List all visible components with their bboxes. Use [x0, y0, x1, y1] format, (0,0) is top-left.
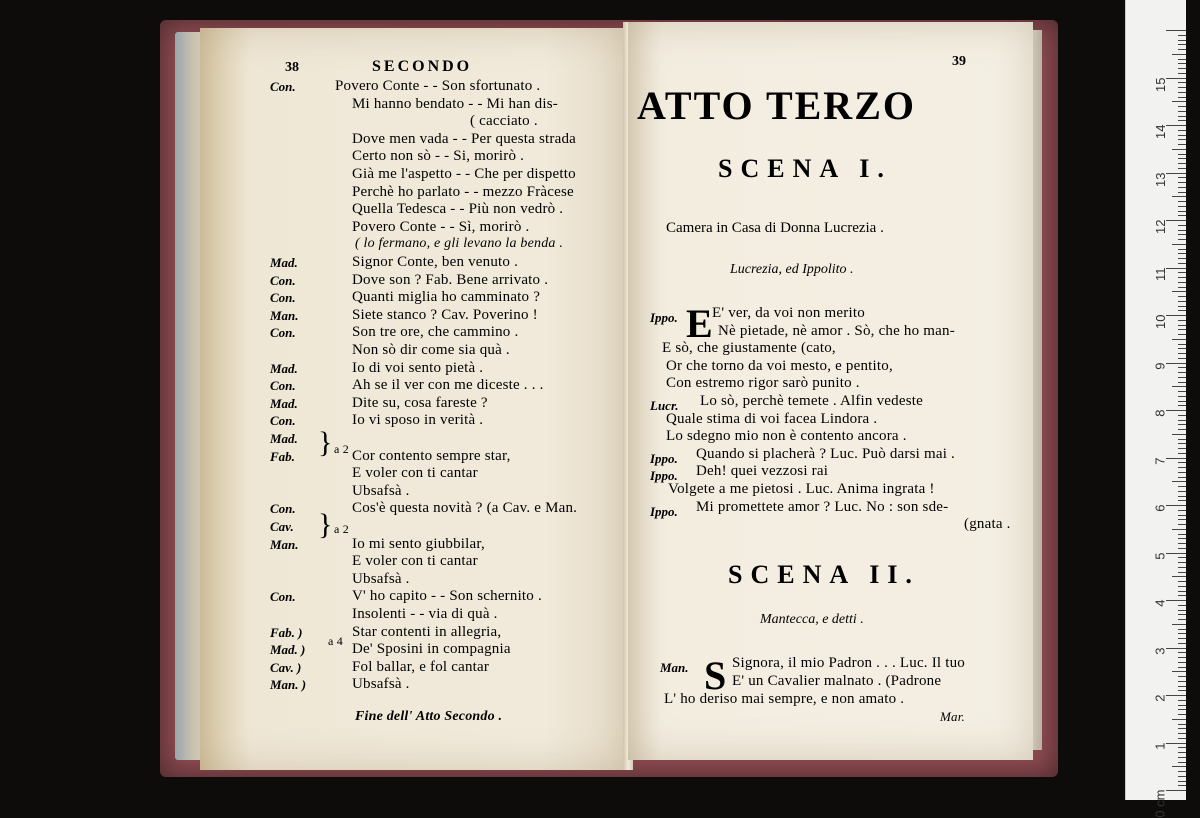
verse-line: Volgete a me pietosi . Luc. Anima ingrata ! — [668, 481, 935, 497]
ruler-tick — [1178, 652, 1186, 653]
speaker-label: Ippo. — [650, 310, 678, 325]
ruler-tick — [1178, 68, 1186, 69]
ruler-tick — [1178, 738, 1186, 739]
verse-line: Deh! quei vezzosi rai — [696, 463, 829, 480]
verse-line: Quando si placherà ? Luc. Può darsi mai . — [696, 445, 955, 462]
ruler-tick — [1178, 334, 1186, 335]
verse-line: Nè pietade, nè amor . Sò, che ho man- — [718, 322, 955, 339]
speaker-label: Cav. ) — [270, 659, 302, 675]
ruler-tick — [1172, 54, 1186, 55]
ruler-tick — [1178, 705, 1186, 706]
ruler-tick — [1178, 116, 1186, 117]
drop-cap-s: S — [704, 653, 727, 698]
verse-line: Insolenti - - via di quà . — [352, 606, 498, 622]
ruler-tick — [1166, 30, 1186, 31]
ruler-tick — [1178, 586, 1186, 587]
verse-line: E sò, che giustamente (cato, — [662, 340, 836, 357]
ruler-tick — [1166, 125, 1186, 126]
ruler-tick — [1178, 182, 1186, 183]
speaker-label: Man. — [660, 660, 689, 675]
ruler-tick — [1178, 548, 1186, 549]
ruler-tick — [1178, 49, 1186, 50]
ruler-tick — [1178, 301, 1186, 302]
ruler-tick — [1178, 676, 1186, 677]
ruler-tick — [1178, 500, 1186, 501]
verse-line: Già me l'aspetto - - Che per dispetto — [352, 166, 576, 182]
ruler-tick — [1178, 44, 1186, 45]
ruler-tick — [1178, 453, 1186, 454]
ruler-number: 10 — [1152, 314, 1168, 329]
scene-2-heading: SCENA II. — [728, 560, 920, 589]
verse-line: Quanti miglia ho camminato ? — [352, 289, 541, 306]
verse-line: Ubsafsà . — [352, 482, 410, 499]
ruler-tick — [1178, 467, 1186, 468]
verse-line: Povero Conte - - Son sfortunato . — [335, 78, 541, 94]
ruler-tick — [1178, 320, 1186, 321]
ruler-tick — [1172, 434, 1186, 435]
ruler-tick — [1178, 106, 1186, 107]
ruler-number: 8 — [1152, 409, 1168, 417]
ruler-tick — [1178, 538, 1186, 539]
ruler-tick — [1178, 534, 1186, 535]
drop-cap-e: E — [686, 301, 713, 346]
ruler-tick — [1178, 443, 1186, 444]
ruler-tick — [1178, 35, 1186, 36]
ruler-tick — [1178, 63, 1186, 64]
speaker-label: Ippo. — [650, 503, 678, 519]
ruler-tick — [1178, 405, 1186, 406]
ruler-tick — [1166, 648, 1186, 649]
ruler-tick — [1172, 624, 1186, 625]
ruler-tick — [1178, 73, 1186, 74]
ruler-tick — [1178, 163, 1186, 164]
ruler-number: 3 — [1152, 647, 1168, 655]
speaker-label: Lucr. — [650, 398, 679, 413]
quartet-marker: a 4 — [328, 634, 343, 648]
ruler-tick — [1178, 690, 1186, 691]
ruler-number: 13 — [1152, 172, 1168, 187]
verse-line: E voler con ti cantar — [352, 553, 478, 570]
ruler-tick — [1166, 553, 1186, 554]
ruler-tick — [1178, 709, 1186, 710]
verse-line: Ubsafsà . — [352, 570, 410, 587]
ruler-tick — [1178, 591, 1186, 592]
running-header: SECONDO — [372, 58, 473, 75]
speaker-label: Con. — [270, 589, 296, 605]
ruler-tick — [1178, 258, 1186, 259]
ruler-tick — [1178, 491, 1186, 492]
brace-duet-1: } — [318, 426, 333, 459]
ruler-tick — [1178, 448, 1186, 449]
ruler-tick — [1172, 244, 1186, 245]
ruler-tick — [1172, 386, 1186, 387]
ruler-tick — [1178, 401, 1186, 402]
ruler-number: 14 — [1152, 124, 1168, 139]
ruler-tick — [1178, 477, 1186, 478]
ruler-tick — [1172, 671, 1186, 672]
ruler-tick — [1172, 529, 1186, 530]
verse-line: Io di voi sento pietà . — [352, 359, 484, 376]
ruler-tick — [1178, 557, 1186, 558]
ruler-tick — [1178, 211, 1186, 212]
scene-1-setting: Camera in Casa di Donna Lucrezia . — [666, 220, 884, 236]
ruler-tick — [1178, 158, 1186, 159]
ruler-tick — [1178, 130, 1186, 131]
ruler-tick — [1178, 154, 1186, 155]
ruler-tick — [1178, 253, 1186, 254]
ruler-tick — [1172, 719, 1186, 720]
ruler-tick — [1178, 344, 1186, 345]
ruler-tick — [1178, 657, 1186, 658]
verse-line: Ubsafsà . — [352, 676, 410, 693]
ruler-tick — [1178, 496, 1186, 497]
ruler-number: 9 — [1152, 362, 1168, 370]
ruler-tick — [1178, 135, 1186, 136]
ruler-tick — [1178, 633, 1186, 634]
ruler-tick — [1178, 515, 1186, 516]
verse-line: Star contenti in allegria, — [352, 623, 502, 640]
speaker-label: Mad. — [270, 431, 298, 446]
ruler-tick — [1178, 762, 1186, 763]
verse-line: Signora, il mio Padron . . . Luc. Il tuo — [732, 655, 965, 671]
ruler-tick — [1178, 424, 1186, 425]
ruler-tick — [1178, 462, 1186, 463]
ruler-tick — [1178, 144, 1186, 145]
ruler-tick — [1178, 771, 1186, 772]
ruler-tick — [1178, 572, 1186, 573]
verse-line: Signor Conte, ben venuto . — [352, 254, 519, 270]
ruler-tick — [1178, 87, 1186, 88]
ruler-number: 1 — [1152, 742, 1168, 750]
speaker-label: Man. — [270, 536, 299, 552]
ruler-tick — [1166, 78, 1186, 79]
speaker-label: Man. ) — [270, 677, 307, 693]
ruler-tick — [1178, 747, 1186, 748]
ruler-tick — [1178, 686, 1186, 687]
ruler-tick — [1178, 325, 1186, 326]
ruler-tick — [1178, 372, 1186, 373]
verse-line: Povero Conte - - Sì, morirò . — [352, 218, 530, 235]
ruler-tick — [1178, 581, 1186, 582]
ruler-tick — [1166, 790, 1186, 791]
speaker-label: Con. — [270, 272, 296, 288]
ruler-tick — [1178, 306, 1186, 307]
ruler-tick — [1178, 562, 1186, 563]
ruler-tick — [1178, 329, 1186, 330]
ruler-number: 6 — [1152, 504, 1168, 512]
ruler-tick — [1172, 101, 1186, 102]
duet-marker-2: a 2 — [334, 522, 349, 536]
verse-line: Io vi sposo in verità . — [352, 412, 484, 429]
ruler-tick — [1178, 282, 1186, 283]
ruler-tick — [1178, 139, 1186, 140]
ruler-tick — [1178, 187, 1186, 188]
ruler-tick — [1178, 120, 1186, 121]
ruler-tick — [1178, 249, 1186, 250]
ruler-tick — [1178, 733, 1186, 734]
verse-line: Son tre ore, che cammino . — [352, 324, 519, 341]
ruler-tick — [1166, 600, 1186, 601]
verse-line: Dite su, cosa fareste ? — [352, 394, 488, 411]
ruler-tick — [1178, 396, 1186, 397]
ruler-tick — [1178, 629, 1186, 630]
ruler-tick — [1172, 576, 1186, 577]
speaker-label: Con. — [270, 378, 296, 394]
speaker-label: Fab. — [270, 448, 295, 464]
ruler-tick — [1178, 700, 1186, 701]
ruler-tick — [1178, 310, 1186, 311]
ruler-tick — [1178, 353, 1186, 354]
act-title: ATTO TERZO — [637, 83, 916, 128]
ruler-tick — [1178, 524, 1186, 525]
ruler-tick — [1178, 781, 1186, 782]
ruler-tick — [1166, 695, 1186, 696]
ruler-tick — [1178, 610, 1186, 611]
ruler-tick — [1178, 543, 1186, 544]
verse-line: Mi hanno bendato - - Mi han dis- — [352, 95, 558, 112]
ruler-tick — [1178, 519, 1186, 520]
ruler-tick — [1178, 215, 1186, 216]
ruler-tick — [1166, 743, 1186, 744]
ruler-tick — [1166, 410, 1186, 411]
ruler-tick — [1178, 225, 1186, 226]
ruler-number: 5 — [1152, 552, 1168, 560]
ruler-tick — [1172, 291, 1186, 292]
ruler-tick — [1178, 168, 1186, 169]
ruler-tick — [1172, 149, 1186, 150]
scene-1-characters: Lucrezia, ed Ippolito . — [730, 262, 854, 277]
verse-line: Certo non sò - - Si, morirò . — [352, 148, 525, 165]
ruler-tick — [1178, 111, 1186, 112]
verse-line: Cos'è questa novità ? (a Cav. e Man. — [352, 500, 578, 517]
ruler-number: 12 — [1152, 219, 1168, 234]
speaker-label: Con. — [270, 79, 296, 94]
ruler-tick — [1178, 177, 1186, 178]
verse-line: Non sò dir come sia quà . — [352, 342, 510, 358]
ruler-tick — [1178, 296, 1186, 297]
ruler-tick — [1178, 605, 1186, 606]
speaker-label: Cav. — [270, 519, 294, 534]
ruler-tick — [1178, 776, 1186, 777]
ruler-tick — [1178, 82, 1186, 83]
ruler-tick — [1178, 638, 1186, 639]
ruler-tick — [1178, 59, 1186, 60]
speaker-label: Mad. ) — [270, 642, 306, 658]
ruler-tick — [1178, 367, 1186, 368]
ruler-tick — [1178, 724, 1186, 725]
ruler-tick — [1178, 614, 1186, 615]
verse-line: De' Sposini in compagnia — [352, 641, 511, 658]
ruler-tick — [1178, 439, 1186, 440]
verse-line: Mi promettete amor ? Luc. No : son sde- — [696, 498, 949, 515]
ruler-tick — [1172, 481, 1186, 482]
ruler-tick — [1178, 201, 1186, 202]
speaker-label: Ippo. — [650, 468, 678, 484]
ruler-tick — [1166, 268, 1186, 269]
ruler-tick — [1178, 643, 1186, 644]
ruler-tick — [1178, 239, 1186, 240]
verse-line: E voler con ti cantar — [352, 465, 478, 482]
verse-line: Lo sdegno mio non è contento ancora . — [666, 428, 907, 445]
verse-line: Siete stanco ? Cav. Poverino ! — [352, 306, 538, 323]
verse-line: Dove men vada - - Per questa strada — [352, 130, 577, 147]
ruler-tick — [1178, 230, 1186, 231]
speaker-label: Ippo. — [650, 450, 678, 466]
ruler-tick — [1178, 785, 1186, 786]
ruler-tick — [1178, 567, 1186, 568]
ruler-tick — [1178, 486, 1186, 487]
ruler-tick — [1178, 714, 1186, 715]
verse-line: Cor contento sempre star, — [352, 447, 511, 464]
ruler-tick — [1172, 196, 1186, 197]
ruler-tick — [1178, 619, 1186, 620]
verse-line: ( lo fermano, e gli levano la benda . — [355, 236, 564, 252]
scene-2-characters: Mantecca, e detti . — [760, 612, 864, 627]
verse-line: E' ver, da voi non merito — [712, 305, 865, 321]
act-end-note: Fine dell' Atto Secondo . — [355, 709, 503, 724]
ruler-number: 11 — [1152, 267, 1168, 281]
verse-line: L' ho deriso mai sempre, e non amato . — [664, 691, 905, 707]
ruler-tick — [1166, 363, 1186, 364]
speaker-label: Mad. — [270, 360, 298, 376]
ruler-number: 4 — [1152, 599, 1168, 607]
ruler-tick — [1178, 662, 1186, 663]
ruler-tick — [1178, 667, 1186, 668]
ruler-number: 7 — [1152, 457, 1168, 465]
ruler-tick — [1178, 429, 1186, 430]
verse-line: Ah se il ver con me diceste . . . — [352, 377, 544, 394]
ruler-number: 2 — [1152, 694, 1168, 702]
ruler-tick — [1178, 382, 1186, 383]
speaker-label: Con. — [270, 413, 296, 429]
verse-line: Or che torno da voi mesto, e pentito, — [666, 357, 893, 374]
verse-line: E' un Cavalier malnato . (Padrone — [732, 673, 942, 689]
right-page-number: 39 — [952, 54, 966, 69]
ruler-tick — [1166, 505, 1186, 506]
speaker-label: Fab. ) — [270, 624, 303, 640]
speaker-label: Con. — [270, 290, 296, 306]
ruler-number: 15 — [1152, 77, 1168, 92]
ruler-tick — [1166, 220, 1186, 221]
speaker-label: Con. — [270, 501, 296, 517]
verse-line: Io mi sento giubbilar, — [352, 535, 485, 552]
verse-line: Mar. — [940, 709, 965, 724]
verse-line: Lo sò, perchè temete . Alfin vedeste — [700, 393, 923, 409]
ruler-tick — [1178, 420, 1186, 421]
speaker-label: Mad. — [270, 395, 298, 411]
verse-line: Quella Tedesca - - Più non vedrò . — [352, 201, 564, 218]
speaker-label: Man. — [270, 307, 299, 323]
ruler-tick — [1178, 40, 1186, 41]
ruler-tick — [1178, 192, 1186, 193]
scene-1-heading: SCENA I. — [718, 154, 892, 183]
ruler-tick — [1178, 358, 1186, 359]
ruler-tick — [1178, 287, 1186, 288]
ruler-tick — [1178, 234, 1186, 235]
ruler-tick — [1178, 757, 1186, 758]
speaker-label: Mad. — [270, 255, 298, 270]
left-page-number: 38 — [285, 60, 299, 75]
speaker-label: Con. — [270, 325, 296, 341]
ruler-tick — [1178, 595, 1186, 596]
ruler-tick — [1166, 315, 1186, 316]
ruler-tick — [1178, 681, 1186, 682]
ruler-tick — [1178, 92, 1186, 93]
verse-line: ( cacciato . — [470, 113, 538, 130]
verse-line: Dove son ? Fab. Bene arrivato . — [352, 271, 549, 288]
ruler-number: 0 cm — [1152, 789, 1168, 818]
verse-line: Perchè ho parlato - - mezzo Fràcese — [352, 183, 574, 200]
verse-line: Con estremo rigor sarò punito . — [666, 375, 860, 392]
ruler-tick — [1178, 206, 1186, 207]
ruler-tick — [1166, 458, 1186, 459]
ruler-tick — [1178, 728, 1186, 729]
ruler-tick — [1178, 415, 1186, 416]
measurement-ruler — [1125, 0, 1186, 818]
ruler-tick — [1178, 391, 1186, 392]
ruler-tick — [1178, 277, 1186, 278]
ruler-tick — [1178, 472, 1186, 473]
brace-duet-2: } — [318, 508, 333, 541]
ruler-tick — [1178, 263, 1186, 264]
ruler-tick — [1178, 377, 1186, 378]
ruler-tick — [1178, 272, 1186, 273]
ruler-tick — [1172, 766, 1186, 767]
duet-marker-1: a 2 — [334, 442, 349, 456]
verse-line: V' ho capito - - Son schernito . — [352, 588, 542, 605]
verse-line: Quale stima di voi facea Lindora . — [666, 410, 878, 427]
ruler-tick — [1166, 173, 1186, 174]
ruler-tick — [1178, 97, 1186, 98]
ruler-tick — [1178, 348, 1186, 349]
ruler-tick — [1178, 752, 1186, 753]
ruler-tick — [1172, 339, 1186, 340]
verse-line: (gnata . — [964, 516, 1011, 533]
verse-line: Fol ballar, e fol cantar — [352, 658, 490, 675]
ruler-tick — [1178, 510, 1186, 511]
